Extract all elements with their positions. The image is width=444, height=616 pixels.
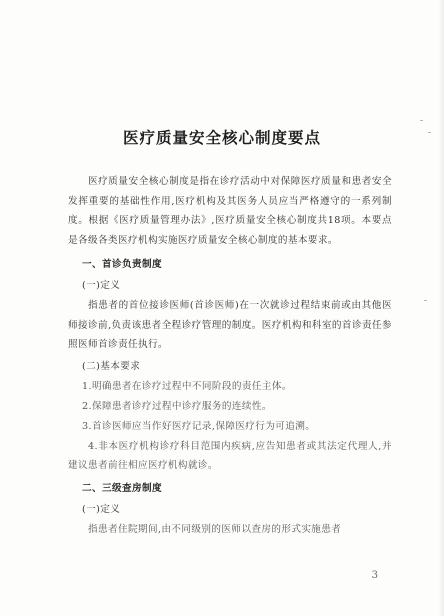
section-heading: 一、首诊负责制度 [82,259,162,270]
requirement-item: 3.首诊医师应当作好医疗记录,保障医疗行为可追溯。 [82,420,316,432]
subsection-heading: (二)基本要求 [82,360,141,372]
requirement-item: 4.非本医疗机构诊疗科目范围内疾病,应告知患者或其法定代理人,并建议患者前往相应医疗机构就诊。 [68,440,392,471]
subsection-heading: (一)定义 [82,280,121,291]
scan-speck [424,300,427,301]
document-title: 医疗质量安全核心制度要点 [122,129,321,147]
section-heading: 二、三级查房制度 [82,482,162,494]
definition-paragraph: 指患者的首位接诊医师(首诊医师)在一次就诊过程结束前或由其他医师接诊前,负责该患者全程诊疗管理的制度。医疗机构和科室的首诊责任参照医师首诊责任执行。 [68,300,392,350]
subsection-heading: (一)定义 [82,503,121,515]
requirement-item: 2.保障患者诊疗过程中诊疗服务的连续性。 [82,400,272,412]
scan-edge-shadow [438,0,444,616]
definition-paragraph: 指患者住院期间,由不同级别的医师以查房的形式实施患者 [88,523,342,535]
page-number: 3 [371,570,378,581]
scan-speck [420,120,423,121]
intro-paragraph: 医疗质量安全核心制度是指在诊疗活动中对保障医疗质量和患者安全发挥重要的基础性作用,医疗机构及其医务人员应当严格遵守的一系列制度。根据《医疗质量管理办法》,医疗质量安全核心制度共18项。本要点是各级各类医疗机构实施医疗质量安全核心制度的基本要求。 [68,176,392,246]
document-body [68,172,392,539]
requirement-item: 1.明确患者在诊疗过程中不同阶段的责任主体。 [82,380,292,392]
